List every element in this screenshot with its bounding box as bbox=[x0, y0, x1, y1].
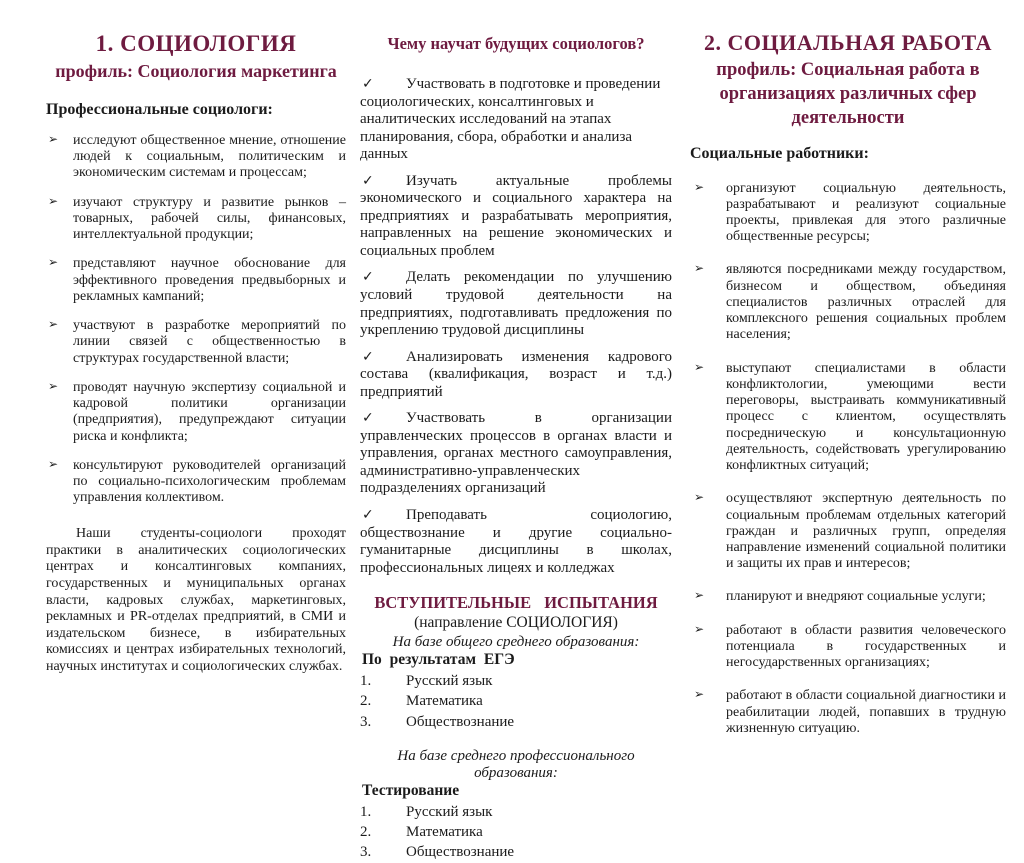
arrow-bullet-icon: ➢ bbox=[694, 588, 705, 603]
list-item-text: проводят научную экспертизу социальной и кадровой политики организации (предприятия), предупреждают ситуации риска и конфликта; bbox=[73, 379, 346, 444]
checklist-item-text: Участвовать в организации управленческих процессов в органах власти и управления, органах местного самоуправления, административно-управленческих подразделениях организаций bbox=[360, 410, 672, 497]
list-item bbox=[690, 181, 1006, 246]
list-item-text: являются посредниками между государством, бизнесом и обществом, объединяя специалистов различных отраслей для комплексного решения социальных проблем населения; bbox=[726, 262, 1006, 343]
checkmark-icon: ✓ bbox=[362, 269, 374, 286]
students-practice-paragraph: Наши студенты-социологи проходят практики в аналитических социологических центрах и консалтинговых компаниях, государственных и муниципальных органах власти, кадровых службах, маркетинговых, рекламных и PR-отделах предприятий, в СМИ и издательском бизнесе, в избирательных комиссиях и центрах избирательных технологий, научных институтах и социологических службах. bbox=[46, 526, 346, 674]
checkmark-icon: ✓ bbox=[362, 348, 374, 365]
social-work-title: 2. СОЦИАЛЬНАЯ РАБОТА bbox=[704, 30, 992, 55]
exam-subject-row bbox=[360, 712, 672, 732]
list-item bbox=[46, 195, 346, 244]
list-item bbox=[46, 133, 346, 182]
checklist-item bbox=[360, 173, 672, 261]
list-item bbox=[690, 589, 1006, 605]
exam-subject-number: 2. bbox=[360, 693, 372, 710]
list-item bbox=[690, 688, 1006, 737]
list-item-text: исследуют общественное мнение, отношение людей к социальным, политическим и экономическим системам и процессам; bbox=[73, 132, 346, 181]
arrow-bullet-icon: ➢ bbox=[48, 193, 59, 208]
checkmark-icon: ✓ bbox=[362, 507, 374, 524]
exam-subject-number: 1. bbox=[360, 673, 372, 690]
list-item bbox=[46, 458, 346, 507]
checklist-item-text: Преподавать социологию, обществознание и другие социально-гуманитарные дисциплины в школах, профессиональных лицеях и колледжах bbox=[360, 507, 672, 576]
list-item bbox=[690, 491, 1006, 572]
exam-subject-row bbox=[360, 691, 672, 711]
exam-subject-row bbox=[360, 842, 672, 862]
list-item-text: работают в области развития человеческого потенциала в государственных и негосударственных организациях; bbox=[726, 622, 1006, 671]
exam-subject-label: Русский язык bbox=[406, 673, 493, 690]
exam-subject-label: Обществознание bbox=[406, 844, 515, 861]
sociology-subtitle: профиль: Социология маркетинга bbox=[55, 60, 337, 81]
list-item-text: участвуют в разработке мероприятий по линии связей с общественностью в структурах государственной власти; bbox=[73, 318, 346, 366]
arrow-bullet-icon: ➢ bbox=[694, 490, 705, 505]
checkmark-icon: ✓ bbox=[362, 172, 374, 189]
entrance-exams-title: ВСТУПИТЕЛЬНЫЕ ИСПЫТАНИЯ bbox=[374, 593, 658, 613]
column-sociology bbox=[46, 30, 346, 714]
general-education-label: На базе общего среднего образования: bbox=[392, 634, 640, 651]
exam-subject-row bbox=[360, 671, 672, 691]
checklist-item bbox=[360, 410, 672, 498]
checklist-item bbox=[360, 349, 672, 402]
entrance-exams-section bbox=[360, 593, 672, 863]
arrow-bullet-icon: ➢ bbox=[48, 378, 59, 393]
checklist-item-text: Изучать актуальные проблемы экономического и социального характера на предприятиях и разрабатывать мероприятия, направленных на решение экономических и социальных проблем bbox=[360, 172, 672, 259]
arrow-bullet-icon: ➢ bbox=[48, 131, 59, 146]
exam-subject-number: 2. bbox=[360, 824, 372, 841]
arrow-bullet-icon: ➢ bbox=[48, 255, 59, 270]
arrow-bullet-icon: ➢ bbox=[694, 621, 705, 636]
checklist-item bbox=[360, 507, 672, 577]
checklist-item bbox=[360, 269, 672, 339]
checklist-item bbox=[360, 76, 672, 164]
checklist-item-text: Анализировать изменения кадрового состава (квалификация, возраст и т.д.) предприятий bbox=[360, 348, 672, 400]
ege-results-heading: По результатам ЕГЭ bbox=[362, 651, 515, 669]
vocational-education-group bbox=[360, 748, 672, 863]
exam-subject-row bbox=[360, 822, 672, 842]
arrow-bullet-icon: ➢ bbox=[48, 456, 59, 471]
what-they-teach-title: Чему научат будущих социологов? bbox=[387, 34, 645, 53]
checkmark-icon: ✓ bbox=[362, 410, 374, 427]
list-item-text: организуют социальную деятельность, разрабатывают и реализуют социальные проекты, привлекая для этого различные общественные ресурсы; bbox=[726, 180, 1006, 245]
list-item bbox=[690, 623, 1006, 672]
exam-subject-label: Обществознание bbox=[406, 713, 515, 730]
sociology-title: 1. СОЦИОЛОГИЯ bbox=[95, 31, 297, 56]
list-item bbox=[46, 318, 346, 367]
list-item-text: планируют и внедряют социальные услуги; bbox=[726, 589, 986, 605]
list-item bbox=[46, 256, 346, 305]
testing-heading: Тестирование bbox=[362, 781, 460, 799]
arrow-bullet-icon: ➢ bbox=[694, 687, 705, 702]
exam-subject-label: Математика bbox=[406, 693, 483, 710]
checkmark-icon: ✓ bbox=[362, 76, 374, 92]
exam-subject-label: Математика bbox=[406, 824, 483, 841]
arrow-bullet-icon: ➢ bbox=[694, 179, 705, 194]
list-item bbox=[690, 361, 1006, 475]
entrance-exams-subtitle: (направление СОЦИОЛОГИЯ) bbox=[414, 614, 618, 632]
list-item bbox=[690, 262, 1006, 343]
checklist-item-text: Делать рекомендации по улучшению условий трудовой деятельности на предприятиях, подготавливать предложения по укреплению трудовой дисциплины bbox=[360, 269, 672, 339]
exam-subject-number: 3. bbox=[360, 844, 372, 861]
list-item-text: осуществляют экспертную деятельность по социальным проблемам отдельных категорий граждан и различных групп, определяя направление изменений социальной политики и защиты их прав и интересов; bbox=[726, 491, 1006, 572]
social-workers-heading: Социальные работники: bbox=[690, 144, 869, 162]
arrow-bullet-icon: ➢ bbox=[48, 317, 59, 332]
exam-subject-number: 3. bbox=[360, 713, 372, 730]
professional-sociologists-heading: Профессиональные социологи: bbox=[46, 100, 273, 118]
list-item bbox=[46, 380, 346, 445]
exam-subject-number: 1. bbox=[360, 803, 372, 820]
column-social-work bbox=[690, 30, 1006, 736]
checklist-item-text: Участвовать в подготовке и проведении социологических, консалтинговых и аналитических исследований на этапах планирования, сбора, обработки и анализа данных bbox=[360, 76, 661, 163]
list-item-text: работают в области социальной диагностики и реабилитации людей, попавших в трудную жизненную ситуацию. bbox=[726, 688, 1006, 736]
arrow-bullet-icon: ➢ bbox=[694, 359, 705, 374]
list-item-text: консультируют руководителей организаций по социально-психологическим проблемам управления коллективом. bbox=[73, 457, 346, 506]
list-item-text: представляют научное обоснование для эффективного проведения предвыборных и рекламных кампаний; bbox=[73, 256, 346, 304]
column-what-they-teach bbox=[360, 30, 672, 861]
list-item-text: выступают специалистами в области конфликтологии, умеющими вести переговоры, выстраивать коммуникативный процесс с клиентом, осуществлять посредническую и консультационную деятельность, содействовать урегулированию конфликтных ситуаций; bbox=[726, 360, 1006, 474]
social-work-subtitle: профиль: Социальная работа в организациях различных сфер деятельности bbox=[716, 60, 980, 129]
exam-subject-row bbox=[360, 802, 672, 822]
list-item-text: изучают структуру и развитие рынков – товарных, рабочей силы, финансовых, интеллектуальной продукции; bbox=[73, 194, 346, 243]
vocational-education-label: На базе среднего профессионального образования: bbox=[397, 747, 635, 781]
exam-subject-label: Русский язык bbox=[406, 803, 493, 820]
arrow-bullet-icon: ➢ bbox=[694, 261, 705, 276]
